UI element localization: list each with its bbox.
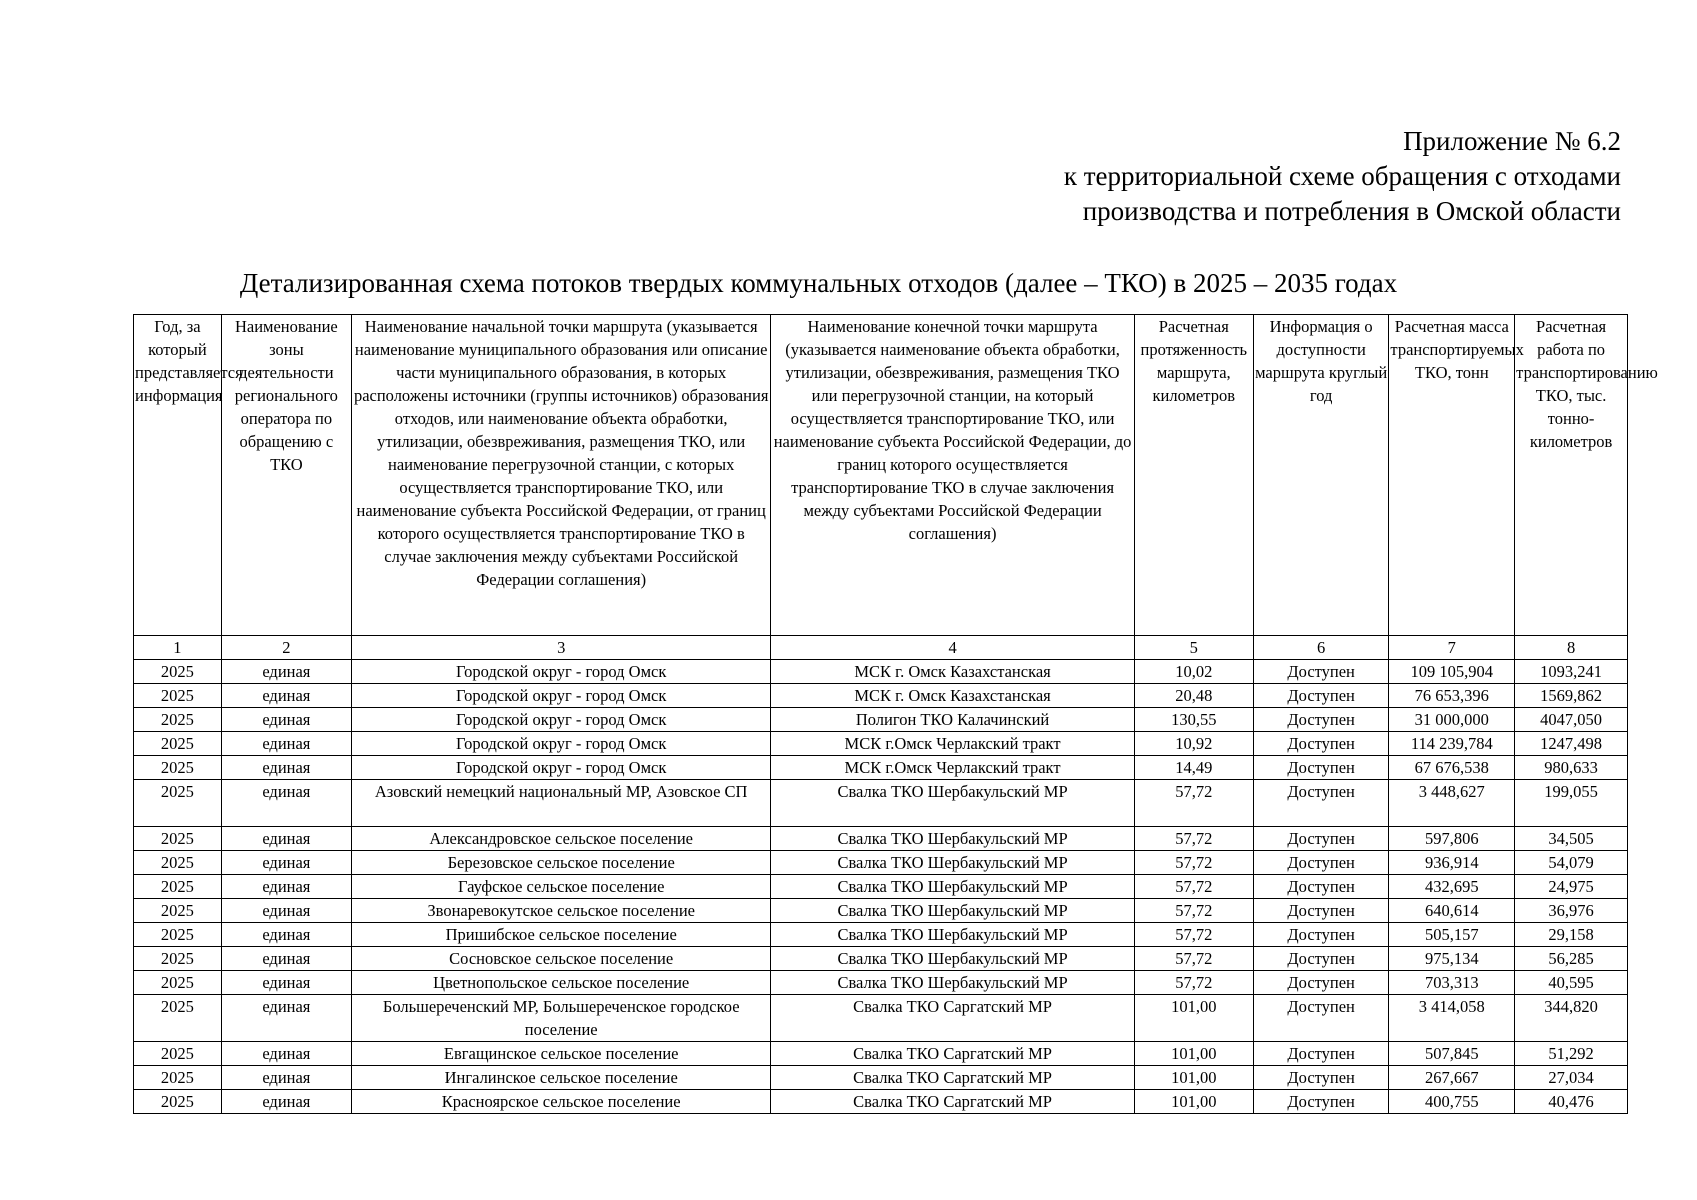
cell-route-length: 57,72 xyxy=(1134,851,1253,875)
cell-start-point: Большереченский МР, Большереченское городское поселение xyxy=(351,995,771,1042)
cell-year: 2025 xyxy=(134,875,222,899)
header-availability: Информация о доступности маршрута круглый год xyxy=(1253,315,1389,636)
cell-route-length: 101,00 xyxy=(1134,1090,1253,1114)
column-number: 8 xyxy=(1515,636,1628,660)
cell-year: 2025 xyxy=(134,732,222,756)
cell-end-point: МСК г. Омск Казахстанская xyxy=(771,660,1134,684)
cell-availability: Доступен xyxy=(1253,827,1389,851)
cell-transport-work: 40,595 xyxy=(1515,971,1628,995)
document-title: Детализированная схема потоков твердых коммунальных отходов (далее – ТКО) в 2025 – 2035 годах xyxy=(239,268,1398,298)
cell-zone: единая xyxy=(221,899,351,923)
cell-mass: 67 676,538 xyxy=(1389,756,1515,780)
cell-year: 2025 xyxy=(134,827,222,851)
cell-transport-work: 199,055 xyxy=(1515,780,1628,827)
cell-availability: Доступен xyxy=(1253,875,1389,899)
cell-end-point: Полигон ТКО Калачинский xyxy=(771,708,1134,732)
table-row xyxy=(134,732,1628,756)
column-numbers-row xyxy=(134,636,1628,660)
cell-route-length: 10,92 xyxy=(1134,732,1253,756)
cell-mass: 31 000,000 xyxy=(1389,708,1515,732)
cell-transport-work: 1093,241 xyxy=(1515,660,1628,684)
header-route-length: Расчетная протяженность маршрута, километров xyxy=(1134,315,1253,636)
cell-mass: 432,695 xyxy=(1389,875,1515,899)
cell-end-point: Свалка ТКО Саргатский МР xyxy=(771,1090,1134,1114)
cell-start-point: Ингалинское сельское поселение xyxy=(351,1066,771,1090)
cell-end-point: МСК г. Омск Казахстанская xyxy=(771,684,1134,708)
cell-route-length: 57,72 xyxy=(1134,923,1253,947)
cell-route-length: 57,72 xyxy=(1134,947,1253,971)
cell-availability: Доступен xyxy=(1253,923,1389,947)
cell-end-point: Свалка ТКО Саргатский МР xyxy=(771,1066,1134,1090)
cell-availability: Доступен xyxy=(1253,1042,1389,1066)
table-row xyxy=(134,923,1628,947)
cell-year: 2025 xyxy=(134,1042,222,1066)
cell-transport-work: 29,158 xyxy=(1515,923,1628,947)
cell-year: 2025 xyxy=(134,899,222,923)
cell-transport-work: 1569,862 xyxy=(1515,684,1628,708)
cell-zone: единая xyxy=(221,660,351,684)
cell-end-point: Свалка ТКО Шербакульский МР xyxy=(771,923,1134,947)
header-transport-work: Расчетная работа по транспортированию ТКО, тыс. тонно-километров xyxy=(1515,315,1628,636)
cell-start-point: Александровское сельское поселение xyxy=(351,827,771,851)
cell-end-point: Свалка ТКО Шербакульский МР xyxy=(771,851,1134,875)
cell-transport-work: 27,034 xyxy=(1515,1066,1628,1090)
cell-route-length: 101,00 xyxy=(1134,995,1253,1042)
cell-zone: единая xyxy=(221,947,351,971)
cell-mass: 597,806 xyxy=(1389,827,1515,851)
cell-transport-work: 54,079 xyxy=(1515,851,1628,875)
cell-availability: Доступен xyxy=(1253,780,1389,827)
column-number: 2 xyxy=(221,636,351,660)
cell-start-point: Цветнопольское сельское поселение xyxy=(351,971,771,995)
cell-zone: единая xyxy=(221,732,351,756)
column-number: 6 xyxy=(1253,636,1389,660)
cell-route-length: 57,72 xyxy=(1134,899,1253,923)
table-row xyxy=(134,1090,1628,1114)
cell-availability: Доступен xyxy=(1253,756,1389,780)
cell-route-length: 130,55 xyxy=(1134,708,1253,732)
table-body xyxy=(134,660,1628,1114)
appendix-line-3: производства и потребления в Омской области xyxy=(1082,196,1621,226)
cell-end-point: МСК г.Омск Черлакский тракт xyxy=(771,756,1134,780)
cell-zone: единая xyxy=(221,923,351,947)
cell-year: 2025 xyxy=(134,851,222,875)
column-number: 5 xyxy=(1134,636,1253,660)
cell-route-length: 57,72 xyxy=(1134,875,1253,899)
cell-transport-work: 4047,050 xyxy=(1515,708,1628,732)
cell-start-point: Азовский немецкий национальный МР, Азовское СП xyxy=(351,780,771,827)
cell-end-point: Свалка ТКО Шербакульский МР xyxy=(771,947,1134,971)
table-row xyxy=(134,1066,1628,1090)
cell-route-length: 101,00 xyxy=(1134,1042,1253,1066)
cell-availability: Доступен xyxy=(1253,1066,1389,1090)
cell-zone: единая xyxy=(221,995,351,1042)
header-start-point: Наименование начальной точки маршрута (указывается наименование муниципального образования или описание части муниципального образования, в которых расположены источники (группы источников) образования отходов, или наименование объекта обработки, утилизации, обезвреживания, размещения ТКО, или наименование перегрузочной станции, с которых осуществляется транспортирование ТКО, или наименование субъекта Российской Федерации, от границ которого осуществляется транспортирование ТКО в случае заключения между субъектами Российской Федерации соглашения) xyxy=(351,315,771,636)
cell-transport-work: 34,505 xyxy=(1515,827,1628,851)
cell-mass: 3 414,058 xyxy=(1389,995,1515,1042)
cell-end-point: Свалка ТКО Саргатский МР xyxy=(771,995,1134,1042)
cell-zone: единая xyxy=(221,708,351,732)
cell-year: 2025 xyxy=(134,947,222,971)
cell-transport-work: 980,633 xyxy=(1515,756,1628,780)
cell-start-point: Городской округ - город Омск xyxy=(351,684,771,708)
appendix-line-2: к территориальной схеме обращения с отходами xyxy=(1063,161,1621,191)
cell-start-point: Звонаревокутское сельское поселение xyxy=(351,899,771,923)
cell-mass: 76 653,396 xyxy=(1389,684,1515,708)
cell-mass: 507,845 xyxy=(1389,1042,1515,1066)
table-row xyxy=(134,851,1628,875)
cell-mass: 505,157 xyxy=(1389,923,1515,947)
waste-flow-table xyxy=(133,314,1658,1114)
cell-zone: единая xyxy=(221,851,351,875)
table-row xyxy=(134,899,1628,923)
cell-year: 2025 xyxy=(134,756,222,780)
cell-availability: Доступен xyxy=(1253,995,1389,1042)
table-row xyxy=(134,780,1628,827)
header-end-point: Наименование конечной точки маршрута (указывается наименование объекта обработки, утилизации, обезвреживания, размещения ТКО или перегрузочной станции, на который осуществляется транспортирование ТКО, или наименование субъекта Российской Федерации, до границ которого осуществляется транспортирование ТКО в случае заключения между субъектами Российской Федерации соглашения) xyxy=(771,315,1134,636)
table-row xyxy=(134,947,1628,971)
cell-year: 2025 xyxy=(134,708,222,732)
cell-end-point: Свалка ТКО Шербакульский МР xyxy=(771,899,1134,923)
cell-zone: единая xyxy=(221,684,351,708)
cell-transport-work: 36,976 xyxy=(1515,899,1628,923)
table-row xyxy=(134,756,1628,780)
cell-mass: 114 239,784 xyxy=(1389,732,1515,756)
cell-zone: единая xyxy=(221,827,351,851)
column-number: 4 xyxy=(771,636,1134,660)
table-row xyxy=(134,684,1628,708)
cell-availability: Доступен xyxy=(1253,660,1389,684)
cell-year: 2025 xyxy=(134,995,222,1042)
cell-start-point: Городской округ - город Омск xyxy=(351,732,771,756)
cell-transport-work: 24,975 xyxy=(1515,875,1628,899)
table-row xyxy=(134,995,1628,1042)
cell-mass: 267,667 xyxy=(1389,1066,1515,1090)
cell-start-point: Гауфское сельское поселение xyxy=(351,875,771,899)
cell-zone: единая xyxy=(221,971,351,995)
cell-availability: Доступен xyxy=(1253,1090,1389,1114)
cell-route-length: 10,02 xyxy=(1134,660,1253,684)
cell-start-point: Городской округ - город Омск xyxy=(351,708,771,732)
cell-availability: Доступен xyxy=(1253,684,1389,708)
cell-mass: 3 448,627 xyxy=(1389,780,1515,827)
header-mass: Расчетная масса транспортируемых ТКО, тонн xyxy=(1389,315,1515,636)
cell-year: 2025 xyxy=(134,660,222,684)
cell-year: 2025 xyxy=(134,684,222,708)
table-row xyxy=(134,827,1628,851)
cell-year: 2025 xyxy=(134,1090,222,1114)
cell-year: 2025 xyxy=(134,923,222,947)
cell-mass: 400,755 xyxy=(1389,1090,1515,1114)
cell-route-length: 57,72 xyxy=(1134,780,1253,827)
cell-end-point: Свалка ТКО Шербакульский МР xyxy=(771,827,1134,851)
cell-availability: Доступен xyxy=(1253,708,1389,732)
cell-route-length: 20,48 xyxy=(1134,684,1253,708)
cell-end-point: Свалка ТКО Шербакульский МР xyxy=(771,971,1134,995)
table-row xyxy=(134,971,1628,995)
column-number: 7 xyxy=(1389,636,1515,660)
cell-end-point: МСК г.Омск Черлакский тракт xyxy=(771,732,1134,756)
header-row xyxy=(134,315,1628,636)
cell-mass: 703,313 xyxy=(1389,971,1515,995)
table-row xyxy=(134,875,1628,899)
cell-transport-work: 51,292 xyxy=(1515,1042,1628,1066)
cell-year: 2025 xyxy=(134,971,222,995)
cell-mass: 975,134 xyxy=(1389,947,1515,971)
cell-zone: единая xyxy=(221,1042,351,1066)
cell-zone: единая xyxy=(221,780,351,827)
cell-start-point: Городской округ - город Омск xyxy=(351,660,771,684)
cell-availability: Доступен xyxy=(1253,899,1389,923)
appendix-number: Приложение № 6.2 xyxy=(1403,126,1621,156)
cell-route-length: 14,49 xyxy=(1134,756,1253,780)
table-row xyxy=(134,708,1628,732)
column-number: 3 xyxy=(351,636,771,660)
table-row xyxy=(134,660,1628,684)
cell-transport-work: 344,820 xyxy=(1515,995,1628,1042)
cell-end-point: Свалка ТКО Саргатский МР xyxy=(771,1042,1134,1066)
cell-zone: единая xyxy=(221,756,351,780)
cell-transport-work: 1247,498 xyxy=(1515,732,1628,756)
header-year: Год, за который представляется информация xyxy=(134,315,222,636)
cell-mass: 640,614 xyxy=(1389,899,1515,923)
cell-route-length: 57,72 xyxy=(1134,827,1253,851)
cell-end-point: Свалка ТКО Шербакульский МР xyxy=(771,875,1134,899)
cell-zone: единая xyxy=(221,1090,351,1114)
cell-availability: Доступен xyxy=(1253,732,1389,756)
cell-start-point: Березовское сельское поселение xyxy=(351,851,771,875)
table-row xyxy=(134,1042,1628,1066)
cell-route-length: 101,00 xyxy=(1134,1066,1253,1090)
header-zone: Наименование зоны деятельности регионального оператора по обращению с ТКО xyxy=(221,315,351,636)
cell-transport-work: 40,476 xyxy=(1515,1090,1628,1114)
cell-start-point: Красноярское сельское поселение xyxy=(351,1090,771,1114)
cell-end-point: Свалка ТКО Шербакульский МР xyxy=(771,780,1134,827)
cell-year: 2025 xyxy=(134,780,222,827)
cell-availability: Доступен xyxy=(1253,851,1389,875)
cell-mass: 109 105,904 xyxy=(1389,660,1515,684)
column-number: 1 xyxy=(134,636,222,660)
cell-route-length: 57,72 xyxy=(1134,971,1253,995)
cell-availability: Доступен xyxy=(1253,947,1389,971)
cell-mass: 936,914 xyxy=(1389,851,1515,875)
cell-year: 2025 xyxy=(134,1066,222,1090)
cell-zone: единая xyxy=(221,875,351,899)
cell-start-point: Сосновское сельское поселение xyxy=(351,947,771,971)
cell-start-point: Евгащинское сельское поселение xyxy=(351,1042,771,1066)
cell-availability: Доступен xyxy=(1253,971,1389,995)
cell-start-point: Городской округ - город Омск xyxy=(351,756,771,780)
cell-transport-work: 56,285 xyxy=(1515,947,1628,971)
appendix-caption xyxy=(1064,124,1621,229)
cell-zone: единая xyxy=(221,1066,351,1090)
cell-start-point: Пришибское сельское поселение xyxy=(351,923,771,947)
